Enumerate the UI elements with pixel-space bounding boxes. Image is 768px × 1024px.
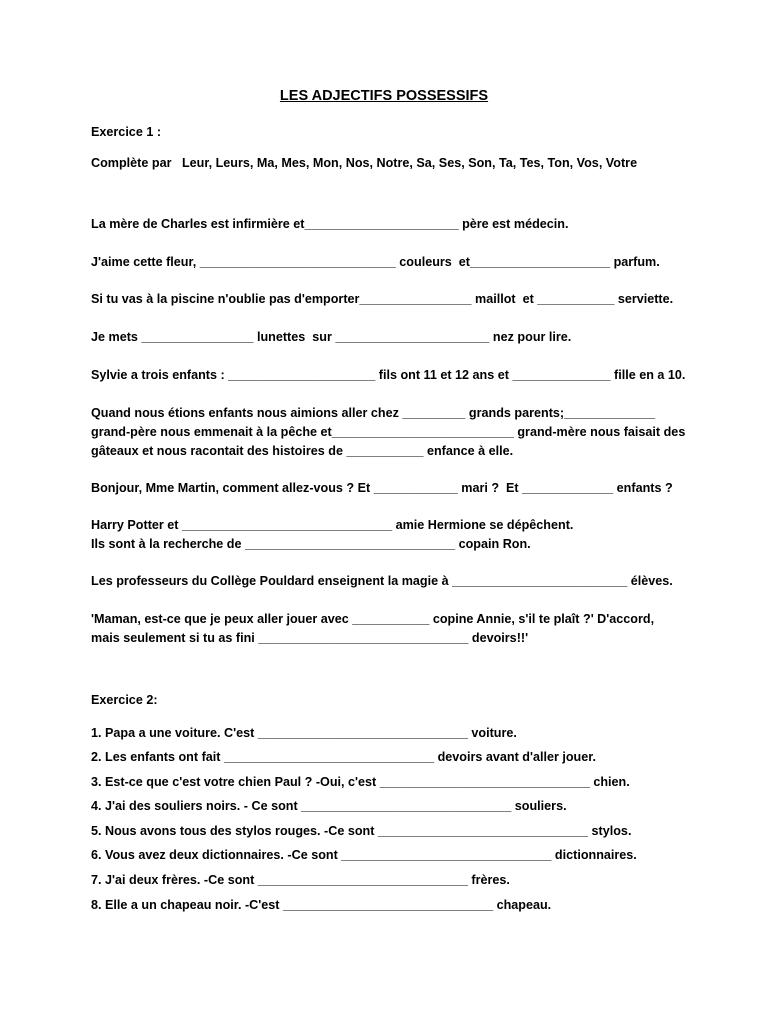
exercise1-heading: Exercice 1 : xyxy=(91,125,162,139)
exercise1-line-14: mais seulement si tu as fini ______________________________ devoirs!!' xyxy=(91,631,529,645)
exercise2-line-8: 8. Elle a un chapeau noir. -C'est ______________________________ chapeau. xyxy=(91,898,552,912)
exercise1-line-2: J'aime cette fleur, ____________________________ couleurs et____________________ parfum. xyxy=(91,255,660,269)
page-title xyxy=(0,88,768,104)
exercise1-line-8: gâteaux et nous racontait des histoires de ___________ enfance à elle. xyxy=(91,444,514,458)
exercise1-line-10: Harry Potter et ______________________________ amie Hermione se dépêchent. xyxy=(91,518,574,532)
exercise1-line-13: 'Maman, est-ce que je peux aller jouer avec ___________ copine Annie, s'il te plaît ?' D'accord, xyxy=(91,612,655,626)
exercise1-line-9: Bonjour, Mme Martin, comment allez-vous ? Et ____________ mari ? Et _____________ enfants ? xyxy=(91,481,673,495)
exercise2-line-1: 1. Papa a une voiture. C'est ______________________________ voiture. xyxy=(91,726,517,740)
exercise1-line-3: Si tu vas à la piscine n'oublie pas d'emporter________________ maillot et ___________ serviette. xyxy=(91,292,674,306)
exercise1-line-7: grand-père nous emmenait à la pêche et__________________________ grand-mère nous faisait des xyxy=(91,425,686,439)
exercise2-line-2: 2. Les enfants ont fait ______________________________ devoirs avant d'aller jouer. xyxy=(91,750,596,764)
exercise2-line-7: 7. J'ai deux frères. -Ce sont ______________________________ frères. xyxy=(91,873,510,887)
exercise1-line-5: Sylvie a trois enfants : _____________________ fils ont 11 et 12 ans et ______________ fille en a 10. xyxy=(91,368,686,382)
exercise1-line-12: Les professeurs du Collège Pouldard enseignent la magie à _________________________ élèves. xyxy=(91,574,673,588)
exercise1-instruction: Complète par Leur, Leurs, Ma, Mes, Mon, Nos, Notre, Sa, Ses, Son, Ta, Tes, Ton, Vos, Votre xyxy=(91,156,638,170)
title-text: LES ADJECTIFS POSSESSIFS xyxy=(279,88,489,104)
exercise1-line-1: La mère de Charles est infirmière et______________________ père est médecin. xyxy=(91,217,569,231)
exercise1-line-4: Je mets ________________ lunettes sur ______________________ nez pour lire. xyxy=(91,330,572,344)
exercise2-line-5: 5. Nous avons tous des stylos rouges. -Ce sont ______________________________ stylos. xyxy=(91,824,632,838)
exercise1-line-6: Quand nous étions enfants nous aimions aller chez _________ grands parents;_____________ xyxy=(91,406,656,420)
exercise2-heading: Exercice 2: xyxy=(91,693,158,707)
exercise1-line-11: Ils sont à la recherche de ______________________________ copain Ron. xyxy=(91,537,531,551)
exercise2-line-6: 6. Vous avez deux dictionnaires. -Ce sont ______________________________ dictionnaires. xyxy=(91,848,637,862)
exercise2-line-4: 4. J'ai des souliers noirs. - Ce sont ______________________________ souliers. xyxy=(91,799,567,813)
exercise2-line-3: 3. Est-ce que c'est votre chien Paul ? -Oui, c'est ______________________________ chien. xyxy=(91,775,630,789)
